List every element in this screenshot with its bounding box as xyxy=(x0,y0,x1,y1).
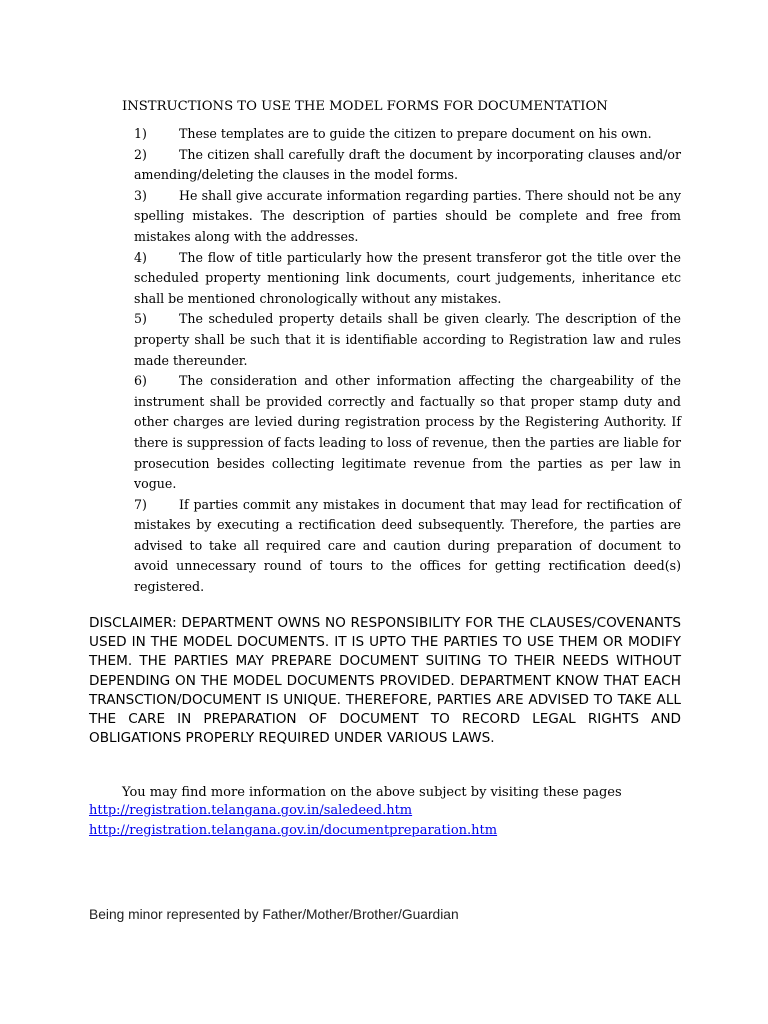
instruction-item-7 xyxy=(134,495,681,598)
instruction-item-4 xyxy=(134,248,681,310)
instruction-text: The flow of title particularly how the present transferor got the title over the scheduled property mentioning link documents, court judgements, inheritance etc shall be mentioned chronologically without any mistakes. xyxy=(134,249,681,306)
document-preparation-link[interactable]: http://registration.telangana.gov.in/documentpreparation.htm xyxy=(89,823,498,838)
instruction-item-1 xyxy=(134,124,681,145)
instruction-number: 5) xyxy=(134,311,147,327)
instruction-text: He shall give accurate information regarding parties. There should not be any spelling mistakes. The description of parties should be complete and free from mistakes along with the addresses. xyxy=(134,187,681,244)
instruction-text: The consideration and other information affecting the chargeability of the instrument shall be provided correctly and factually so that proper stamp duty and other charges are levied during registration process by the Registering Authority. If there is suppression of facts leading to loss of revenue, then the parties are liable for prosecution besides collecting legitimate revenue from the parties as per law in vogue. xyxy=(134,373,681,492)
instruction-number: 1) xyxy=(134,126,147,141)
disclaimer-paragraph: DISCLAIMER: DEPARTMENT OWNS NO RESPONSIBILITY FOR THE CLAUSES/COVENANTS USED IN THE MODEL DOCUMENTS. IT IS UPTO THE PARTIES TO USE THEM OR MODIFY THEM. THE PARTIES MAY PREPARE DOCUMENT SUITING TO THEIR NEEDS WITHOUT DEPENDING ON THE MODEL DOCUMENTS PROVIDED. DEPARTMENT KNOW THAT EACH TRANSCTION/DOCUMENT IS UNIQUE. THEREFORE, PARTIES ARE ADVISED TO TAKE ALL THE CARE IN PREPARATION OF DOCUMENT TO RECORD LEGAL RIGHTS AND OBLIGATIONS PROPERLY REQUIRED UNDER VARIOUS LAWS. xyxy=(89,615,681,747)
footer-text: Being minor represented by Father/Mother/Brother/Guardian xyxy=(89,907,459,922)
instruction-item-2 xyxy=(134,145,681,186)
instruction-number: 4) xyxy=(134,249,147,265)
saledeed-link[interactable]: http://registration.telangana.gov.in/saledeed.htm xyxy=(89,803,413,818)
instruction-text: If parties commit any mistakes in document that may lead for rectification of mistakes by executing a rectification deed subsequently. Therefore, the parties are advised to take all required care and caution during preparation of document to avoid unnecessary round of tours to the offices for getting rectification deed(s) registered. xyxy=(134,496,681,595)
instruction-item-6 xyxy=(134,371,681,495)
instruction-item-3 xyxy=(134,186,681,248)
instruction-text: The scheduled property details shall be given clearly. The description of the property shall be such that it is identifiable according to Registration law and rules made thereunder. xyxy=(134,311,681,368)
instruction-number: 3) xyxy=(134,187,147,203)
instruction-item-5 xyxy=(134,309,681,371)
instructions-list xyxy=(134,124,681,598)
document-title: INSTRUCTIONS TO USE THE MODEL FORMS FOR DOCUMENTATION xyxy=(122,99,608,114)
instruction-number: 7) xyxy=(134,496,147,512)
instruction-text: The citizen shall carefully draft the document by incorporating clauses and/or amending/deleting the clauses in the model forms. xyxy=(134,146,681,183)
more-info-text: You may find more information on the above subject by visiting these pages xyxy=(122,785,622,800)
instruction-number: 2) xyxy=(134,146,147,162)
instruction-number: 6) xyxy=(134,373,147,389)
instruction-text: These templates are to guide the citizen to prepare document on his own. xyxy=(179,126,652,141)
